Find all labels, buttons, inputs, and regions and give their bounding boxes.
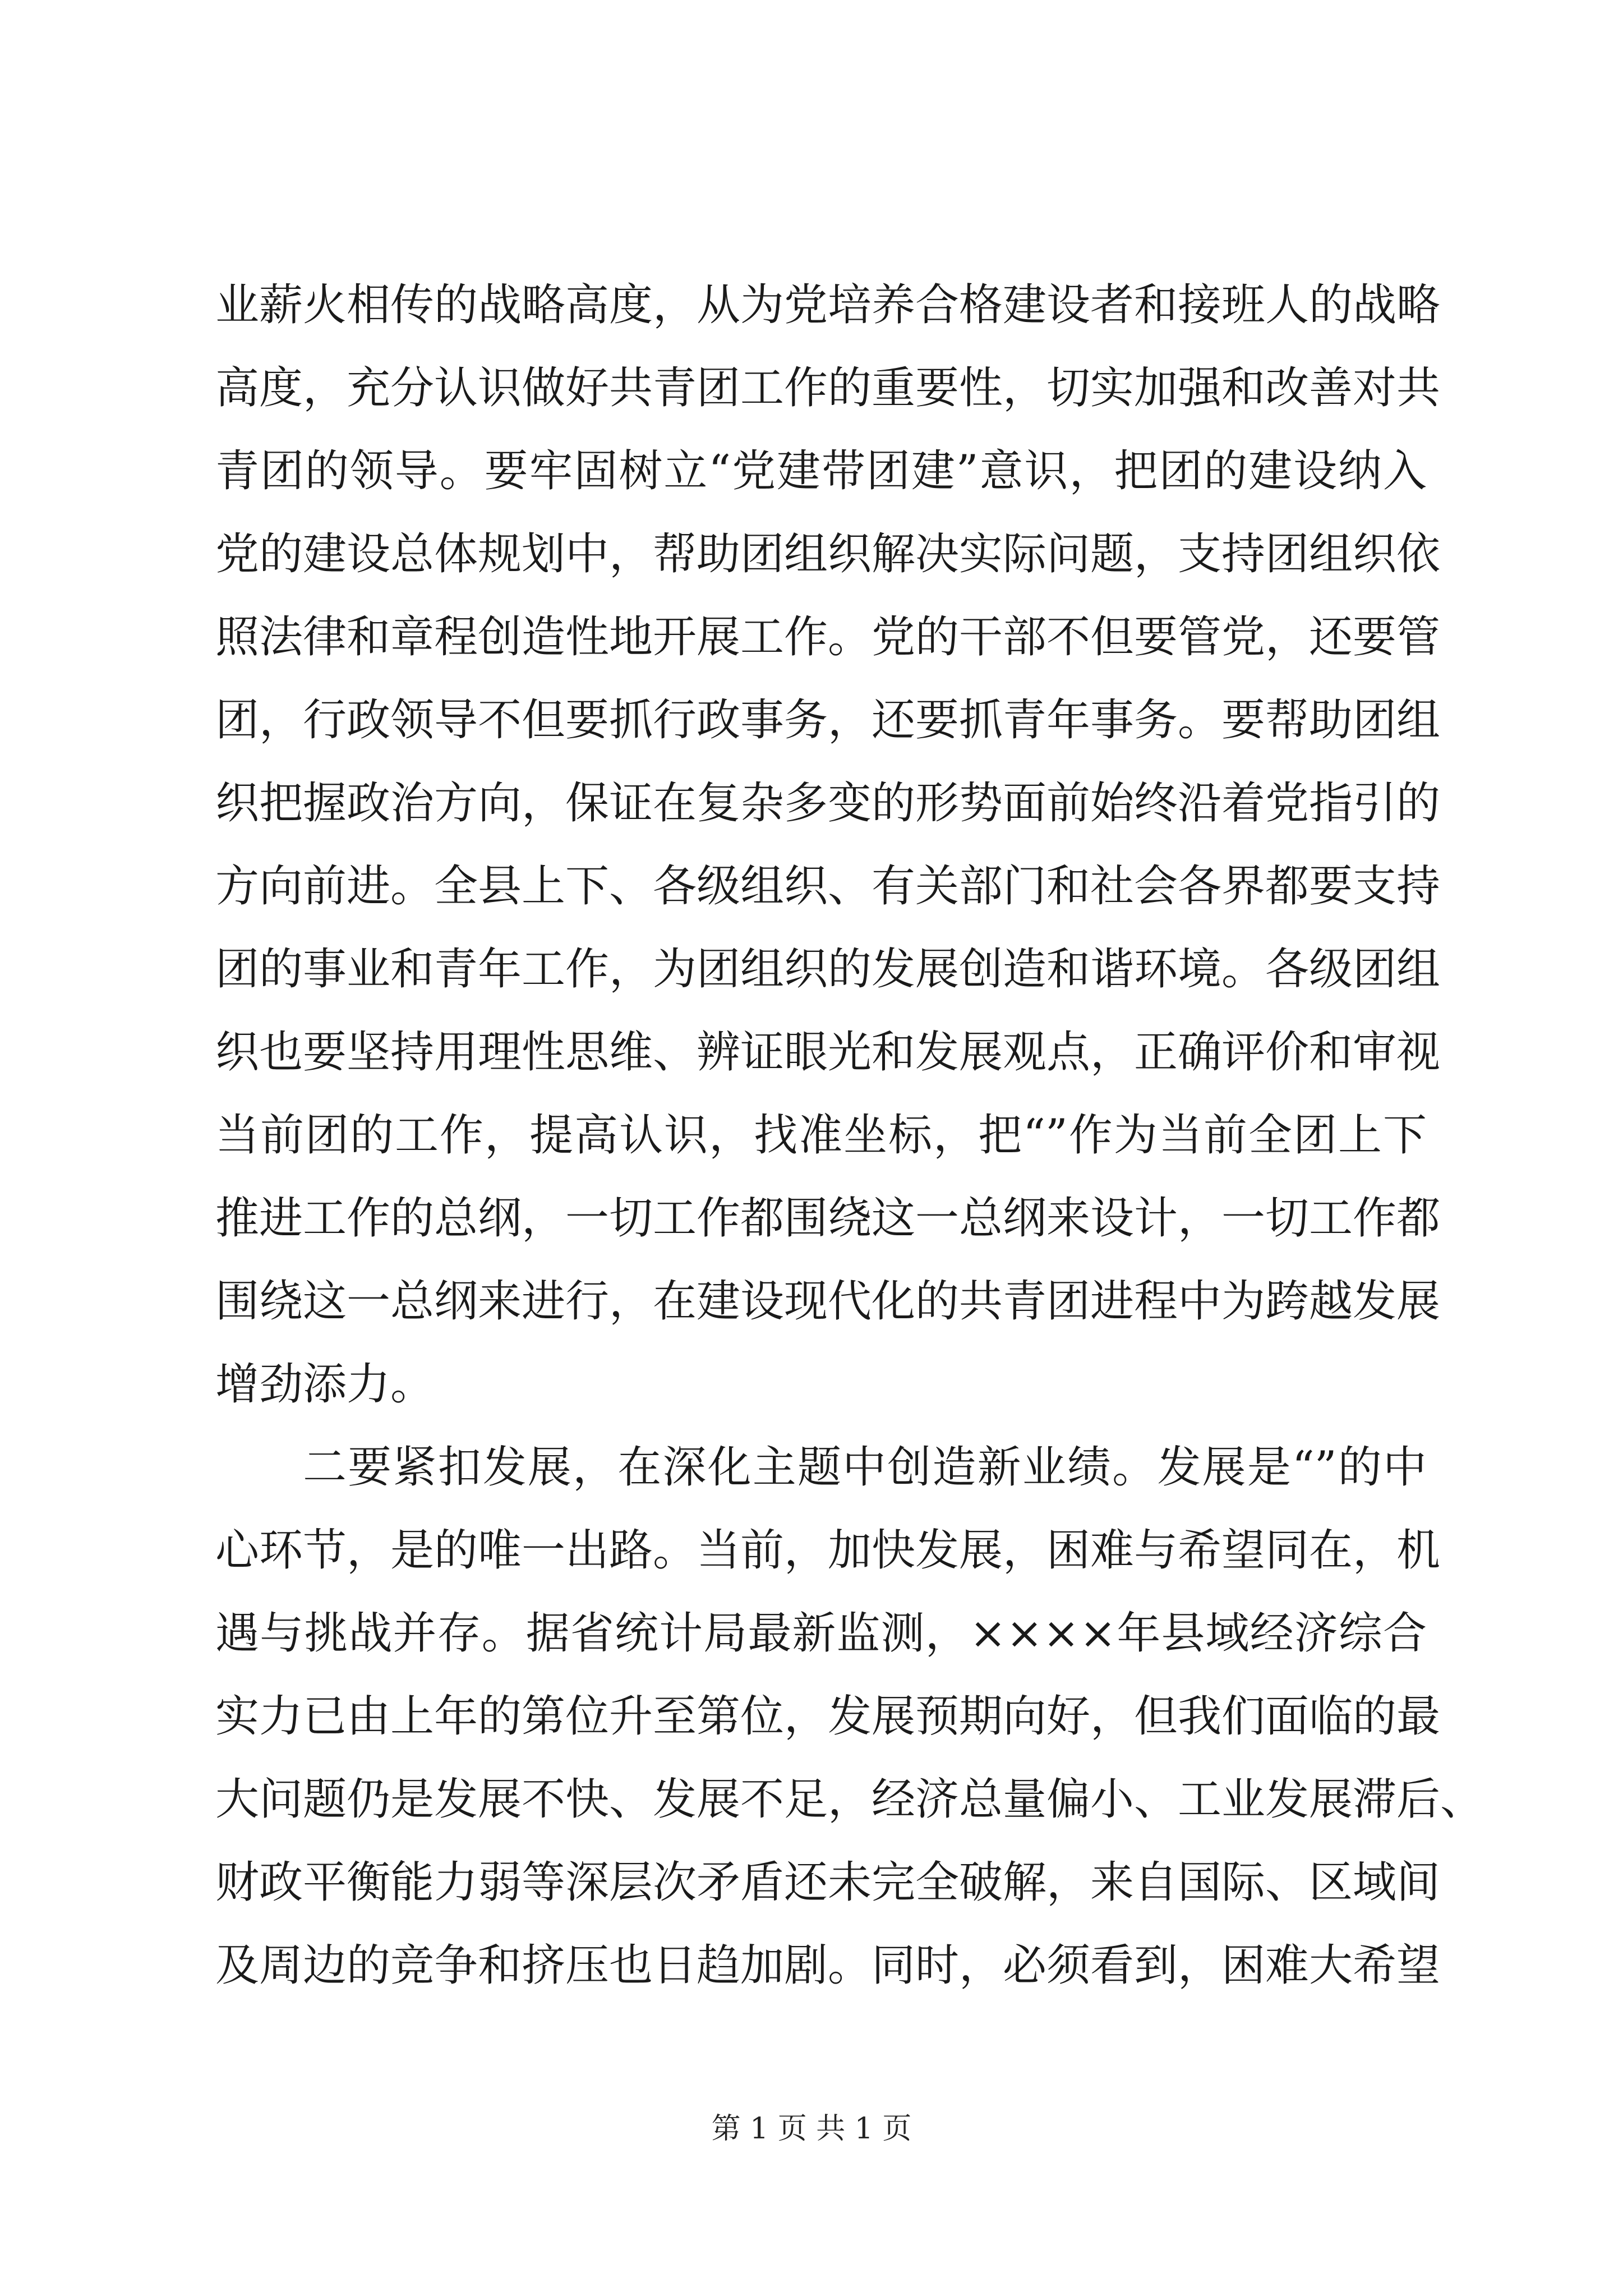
paragraph-1 bbox=[215, 264, 1441, 1426]
text-line: 方向前进。全县上下、各级组织、有关部门和社会各界都要支持 bbox=[215, 861, 1441, 912]
text-line: 业薪火相传的战略高度，从为党培养合格建设者和接班人的战略 bbox=[215, 280, 1441, 330]
text-line: 二要紧扣发展，在深化主题中创造新业绩。发展是“”的中 bbox=[303, 1442, 1427, 1493]
page-number: 第 1 页 共 1 页 bbox=[711, 2112, 912, 2146]
text-line: 高度，充分认识做好共青团工作的重要性，切实加强和改善对共 bbox=[215, 363, 1441, 413]
text-line: 团，行政领导不但要抓行政事务，还要抓青年事务。要帮助团组 bbox=[215, 695, 1441, 746]
text-line: 大问题仍是发展不快、发展不足，经济总量偏小、工业发展滞后、 bbox=[215, 1774, 1484, 1825]
text-line: 增劲添力。 bbox=[215, 1359, 435, 1410]
text-line: 及周边的竞争和挤压也日趋加剧。同时，必须看到，困难大希望 bbox=[215, 1940, 1441, 1991]
text-line: 照法律和章程创造性地开展工作。党的干部不但要管党，还要管 bbox=[215, 612, 1441, 662]
text-line: 心环节，是的唯一出路。当前，加快发展，困难与希望同在，机 bbox=[215, 1525, 1441, 1576]
text-line: 织也要坚持用理性思维、辨证眼光和发展观点，正确评价和审视 bbox=[215, 1027, 1441, 1078]
text-line: 围绕这一总纲来进行，在建设现代化的共青团进程中为跨越发展 bbox=[215, 1276, 1441, 1327]
text-line: 党的建设总体规划中，帮助团组织解决实际问题，支持团组织依 bbox=[215, 529, 1441, 579]
paragraph-2 bbox=[215, 1426, 1484, 2007]
text-line: 织把握政治方向，保证在复杂多变的形势面前始终沿着党指引的 bbox=[215, 778, 1441, 829]
document-body bbox=[215, 264, 1484, 2007]
text-line: 遇与挑战并存。据省统计局最新监测，××××年县域经济综合 bbox=[215, 1608, 1427, 1659]
text-line: 当前团的工作，提高认识，找准坐标，把“”作为当前全团上下 bbox=[215, 1110, 1427, 1161]
page-footer bbox=[0, 2109, 1623, 2148]
text-line: 青团的领导。要牢固树立“党建带团建”意识，把团的建设纳入 bbox=[215, 446, 1427, 496]
text-line: 推进工作的总纲，一切工作都围绕这一总纲来设计，一切工作都 bbox=[215, 1193, 1441, 1244]
text-line: 财政平衡能力弱等深层次矛盾还未完全破解，来自国际、区域间 bbox=[215, 1857, 1441, 1908]
text-line: 实力已由上年的第位升至第位，发展预期向好，但我们面临的最 bbox=[215, 1691, 1441, 1742]
text-line: 团的事业和青年工作，为团组织的发展创造和谐环境。各级团组 bbox=[215, 944, 1441, 995]
